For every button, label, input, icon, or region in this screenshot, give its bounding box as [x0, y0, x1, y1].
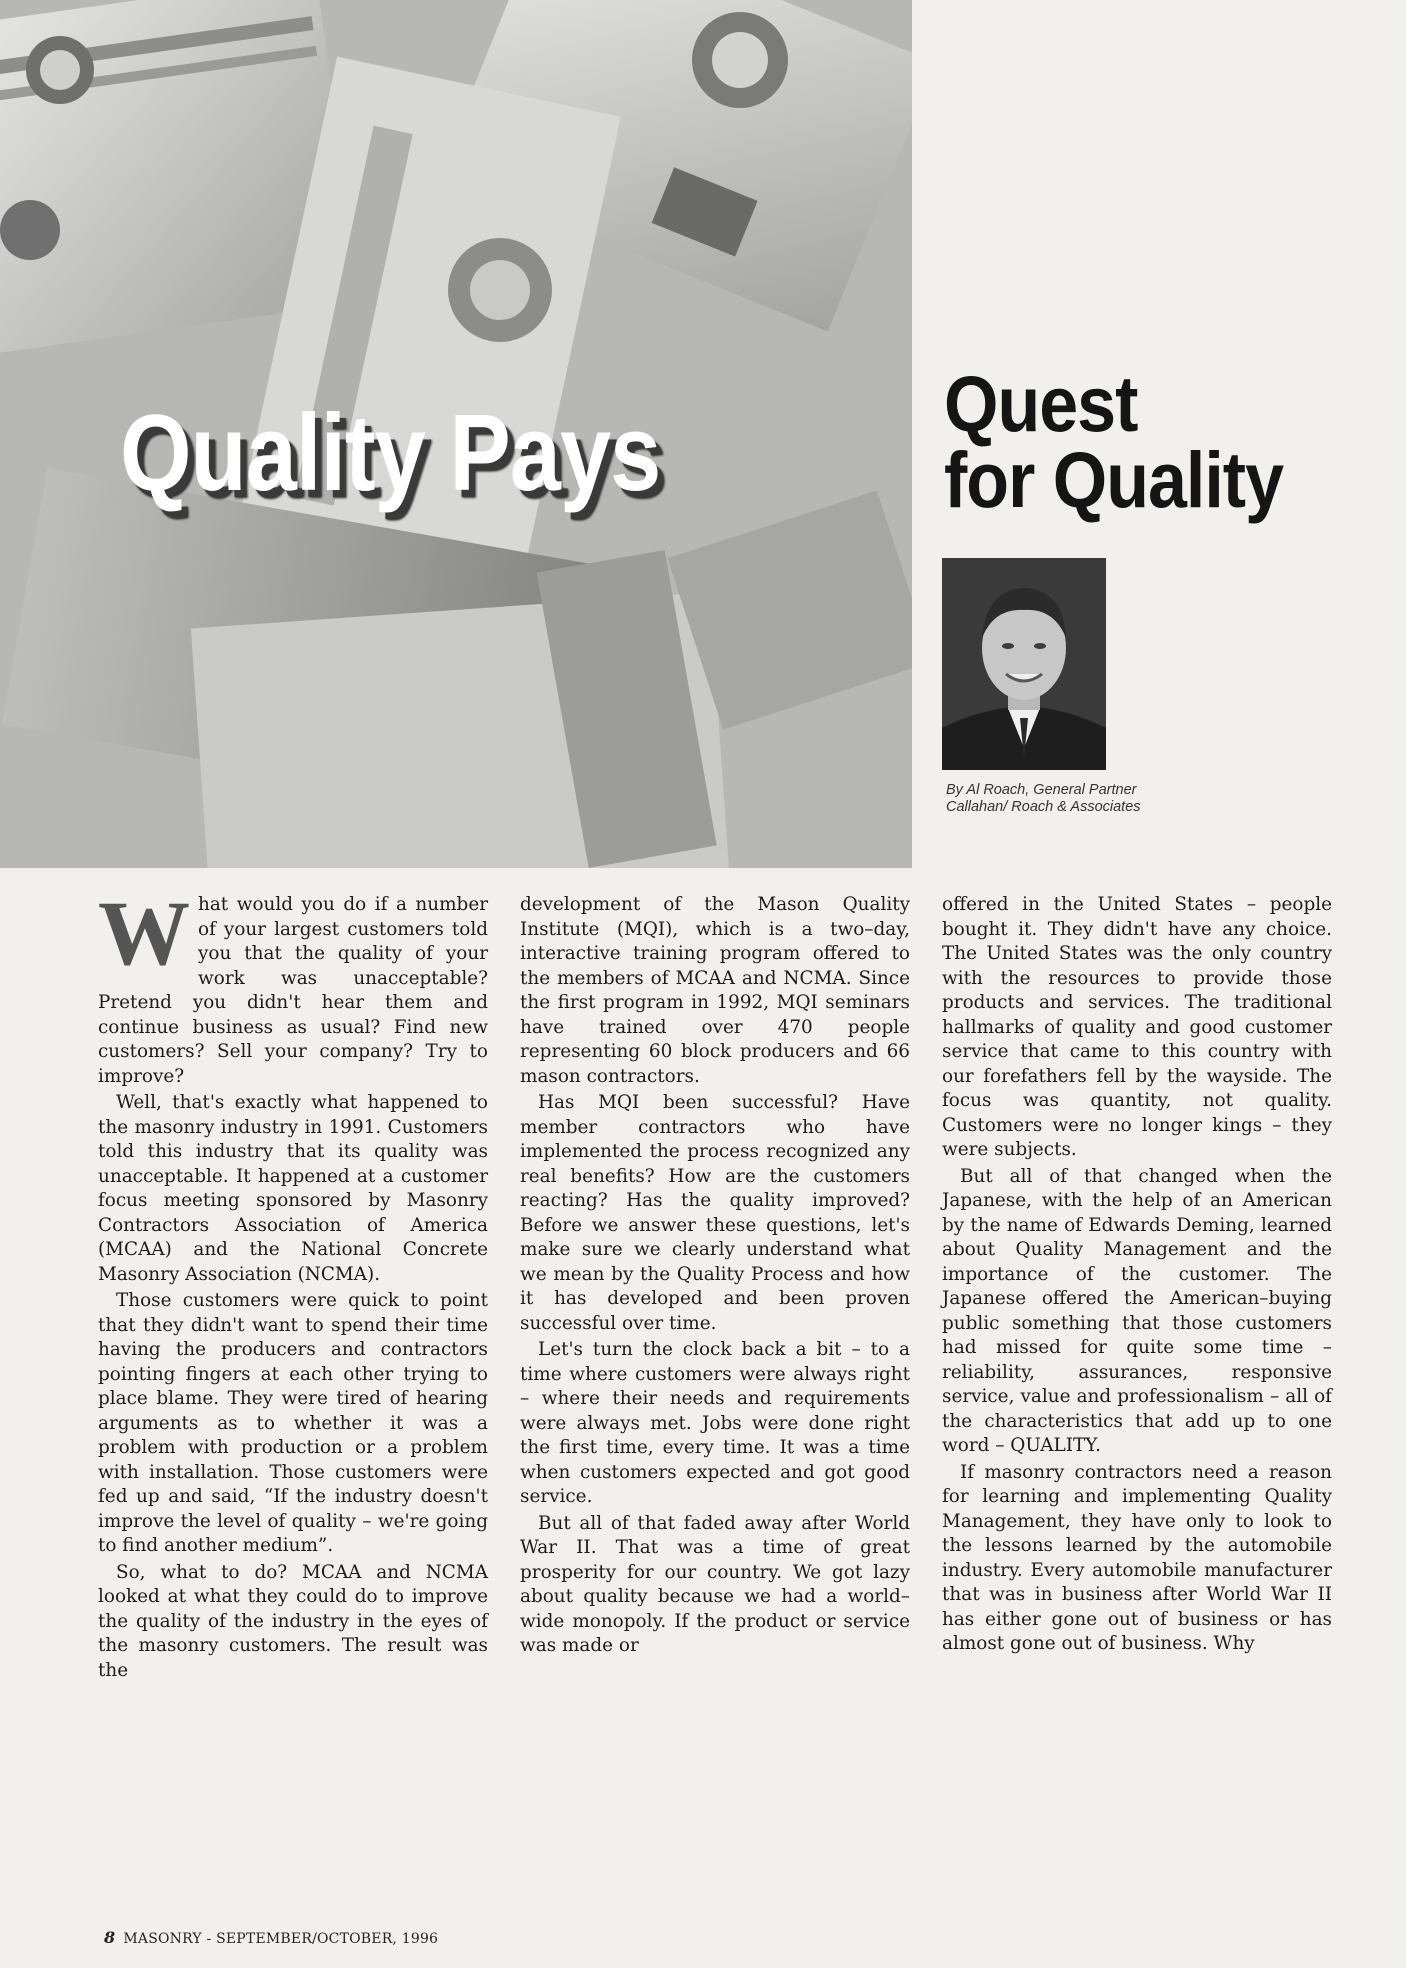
paragraph: offered in the United States – people bought it. They didn't have any choice. The United States was the only country with the resources to provide those products and services. The traditional hallmarks of quality and good customer service that came to this country with our forefathers fell by the wayside. The focus was quantity, not quality. Customers were no longer kings – they were subjects. — [942, 894, 1332, 1160]
hero-title: Quality Pays — [120, 393, 661, 514]
drop-cap: W — [98, 882, 190, 984]
paragraph: So, what to do? MCAA and NCMA looked at what they could do to improve the quality of the industry in the eyes of the masonry customers. The result was the — [98, 1561, 488, 1681]
paragraph — [98, 882, 488, 1089]
paragraph: Those customers were quick to point that they didn't want to spend their time having the producers and contractors pointing fingers at each other trying to place blame. They were tired of hearing arguments as to whether it was a problem with production or a problem with installation. Those customers were fed up and said, “If the industry doesn't improve the level of quality – we're going to find another medium”. — [98, 1290, 488, 1556]
byline — [946, 782, 1141, 816]
paragraph: Well, that's exactly what happened to the masonry industry in 1991. Customers told this industry that its quality was unacceptable. It happened at a customer focus meeting sponsored by Masonry Contractors Association of America (MCAA) and the National Concrete Masonry Association (NCMA). — [98, 1092, 488, 1285]
author-portrait — [942, 558, 1106, 770]
paragraph: development of the Mason Quality Institute (MQI), which is a two–day, interactive training program offered to the members of MCAA and NCMA. Since the first program in 1992, MQI seminars have trained over 470 people representing 60 block producers and 66 mason contractors. — [520, 894, 910, 1087]
paragraph-text: hat would you do if a number of your largest customers told you that the quality of your work was unacceptable? Pretend you didn't hear them and continue business as usual? Find new customers? Sell your company? Try to improve? — [98, 894, 488, 1087]
paragraph: Let's turn the clock back a bit – to a time where customers were always right – where their needs and requirements were always met. Jobs were done right the first time, every time. It was a time when customers expected and got good service. — [520, 1339, 910, 1507]
paragraph: If masonry contractors need a reason for learning and implementing Quality Management, they have only to look to the lessons learned by the automobile industry. Every automobile manufacturer that was in business after World War II has either gone out of business or has almost gone out of business. Why — [942, 1461, 1332, 1654]
article-column-1 — [98, 882, 488, 1685]
publication-info: MASONRY - SEPTEMBER/OCTOBER, 1996 — [123, 1931, 439, 1947]
page-footer — [104, 1928, 438, 1947]
paragraph: But all of that faded away after World War II. That was a time of great prosperity for our country. We got lazy about quality because we had a world–wide monopoly. If the product or service was made or — [520, 1512, 910, 1656]
page-number: 8 — [104, 1928, 116, 1947]
byline-company: Callahan/ Roach & Associates — [946, 799, 1141, 815]
paragraph: Has MQI been successful? Have member contractors who have implemented the process recognized any real benefits? How are the customers reacting? Has the quality improved? Before we answer these questions, let's make sure we clearly understand what we mean by the Quality Process and how it has developed and been proven successful over time. — [520, 1092, 910, 1334]
article-title-line2: for Quality — [944, 436, 1284, 524]
article-column-3 — [942, 893, 1332, 1659]
article-title-line1: Quest — [944, 360, 1138, 448]
hero-photo — [0, 0, 912, 868]
author-photo — [942, 558, 1106, 770]
paragraph: But all of that changed when the Japanese, with the help of an American by the name of Edwards Deming, learned about Quality Management and the importance of the customer. The Japanese offered the American–buying public something that those customers had missed for quite some time – reliability, assurances, responsive service, value and professionalism – all of the characteristics that add up to one word – QUALITY. — [942, 1165, 1332, 1456]
article-column-2 — [520, 893, 910, 1661]
byline-author: By Al Roach, General Partner — [946, 782, 1137, 798]
article-title — [944, 360, 1284, 524]
